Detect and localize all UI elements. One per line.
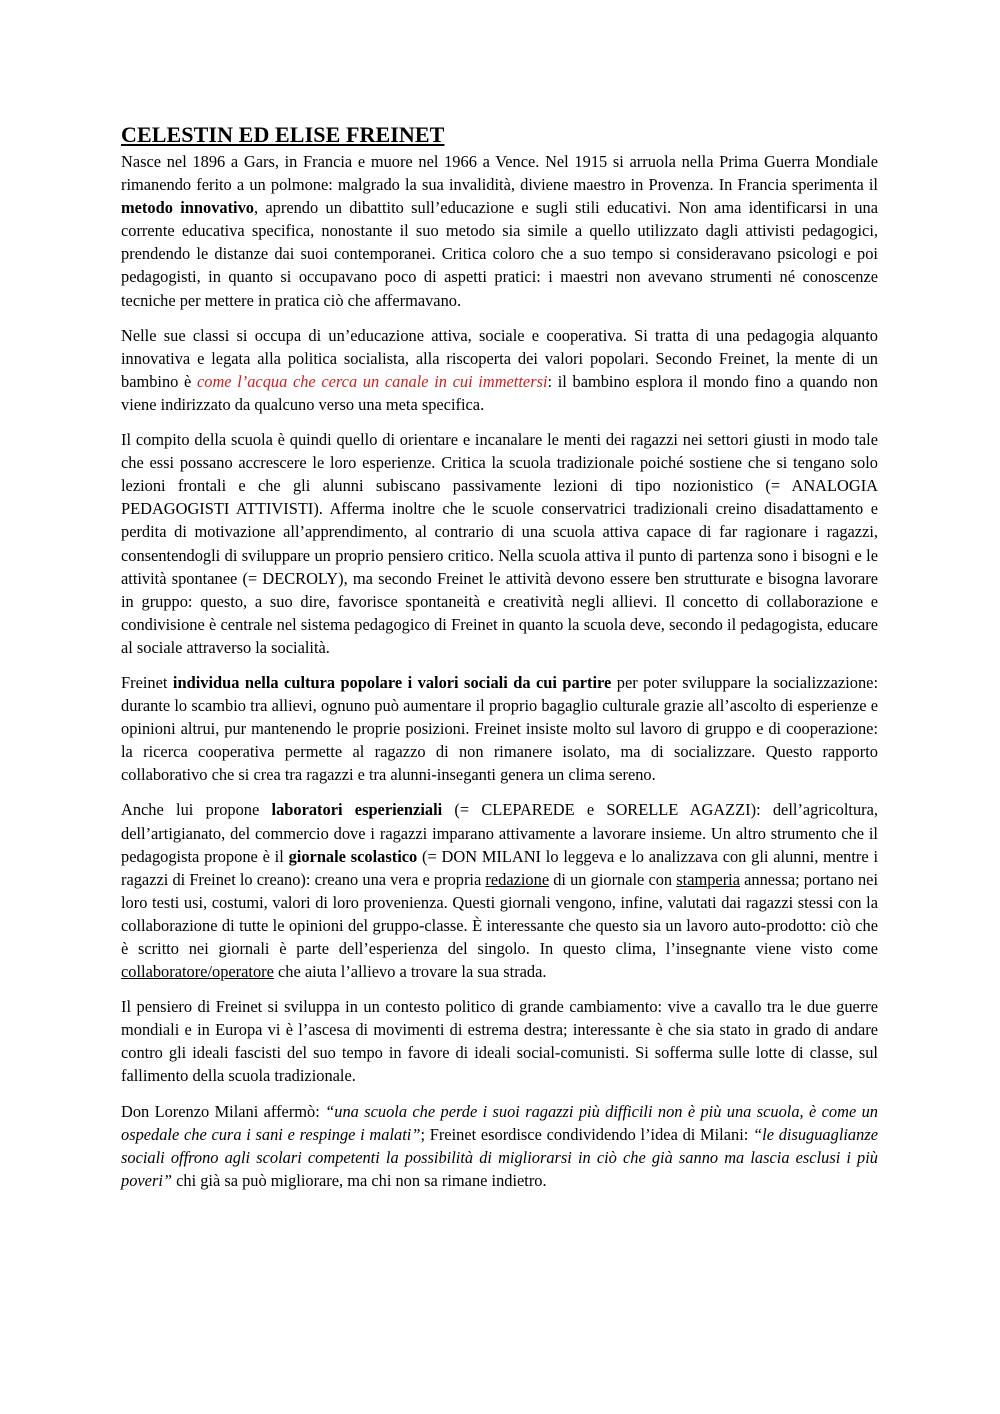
bold-text: giornale scolastico <box>288 846 418 866</box>
paragraph-milani-quote <box>121 1100 878 1192</box>
text-run: per poter sviluppare la socializzazione: durante lo scambio tra allievi, ognuno può aumentare il proprio bagaglio culturale grazie all’ascolto di esperienze e opinioni altrui, pur mantenendo le proprie posizioni. Freinet insiste molto sul lavoro di gruppo e di cooperazione: la ricerca cooperativa permette al ragazzo di non rimanere isolato, ma di socializzare. Questo rapporto collaborativo che si crea tra ragazzi e tra alunni-inseganti genera un clima sereno. <box>121 672 878 785</box>
paragraph-school-role: Il compito della scuola è quindi quello di orientare e incanalare le menti dei ragazzi nei settori giusti in modo tale che essi possano accrescere le loro esperienze. Critica la scuola tradizionale poiché sostiene che si tengano solo lezioni frontali e che gli alunni subiscano passivamente lezioni di tipo nozionistico (= ANALOGIA PEDAGOGISTI ATTIVISTI). Afferma inoltre che le scuole conservatrici tradizionali creino disadattamento e perdita di motivazione all’apprendimento, al contrario di una scuola attiva capace di far ragionare i ragazzi, consentendogli di sviluppare un proprio pensiero critico. Nella scuola attiva il punto di partenza sono i bisogni e le attività spontanee (= DECROLY), ma secondo Freinet le attività devono essere ben strutturate e bisogna lavorare in gruppo: questo, a suo dire, favorisce spontaneità e creatività negli allievi. Il concetto di collaborazione e condivisione è centrale nel sistema pedagogico di Freinet in quanto la scuola deve, secondo il pedagogista, educare al sociale attraverso la socialità. <box>121 430 878 657</box>
underlined-text: stamperia <box>676 869 740 889</box>
document-page <box>121 120 878 1204</box>
text-run: (= CLEPAREDE e SORELLE AGAZZI): dell’agricoltura, dell’artigianato, del commercio dove i ragazzi imparano attivamente a lavorare insieme. Un altro strumento che il pedagogista propone è il <box>121 800 878 866</box>
text-run: Don Lorenzo Milani affermò: <box>121 1101 326 1121</box>
italic-quote: “le disuguaglianze sociali offrono agli scolari competenti la possibilità di migliorarsi in ciò che già sanno ma lascia esclusi i più poveri” <box>121 1124 878 1190</box>
text-run: annessa; portano nei loro testi usi, costumi, valori di loro provenienza. Questi giornali vengono, infine, valutati dai ragazzi stessi con la collaborazione di tutte le opinioni del gruppo-classe. È interessante che questo sia un lavoro auto-prodotto: ciò che è scritto nei giornali è parte dell’esperienza del singolo. In questo clima, l’insegnante viene visto come <box>121 869 878 958</box>
text-run: Nelle sue classi si occupa di un’educazione attiva, sociale e cooperativa. Si tratta di una pedagogia alquanto innovativa e legata alla politica socialista, alla riscoperta dei valori popolari. Secondo Freinet, la mente di un bambino è <box>121 325 878 391</box>
text-run: , aprendo un dibattito sull’educazione e sugli stili educativi. Non ama identificarsi in una corrente educativa specifica, nonostante il suo metodo sia simile a quello utilizzato dagli attivisti pedagogici, prendendo le distanze dai suoi contemporanei. Critica coloro che a suo tempo si consideravano psicologi e poi pedagogisti, in quanto si occupavano poco di aspetti pratici: i maestri non avevano strumenti né conoscenze tecniche per mettere in pratica ciò che affermavano. <box>121 198 878 310</box>
text-run: ; Freinet esordisce condividendo l’idea di Milani: <box>420 1124 754 1144</box>
text-run: Freinet <box>121 672 173 692</box>
document-title: CELESTIN ED ELISE FREINET <box>121 122 445 147</box>
text-run: (= DON MILANI lo leggeva e lo analizzava con gli alunni, mentre i ragazzi di Freinet lo creano): creano una vera e propria <box>121 846 878 889</box>
bold-text: metodo innovativo <box>121 198 254 218</box>
text-run: : il bambino esplora il mondo fino a quando non viene indirizzato da qualcuno verso una meta specifica. <box>121 371 878 414</box>
paragraph-political-context: Il pensiero di Freinet si sviluppa in un contesto politico di grande cambiamento: vive a cavallo tra le due guerre mondiali e in Europa vi è l’ascesa di movimenti di estrema destra; interessante è che sia stato in grado di andare contro gli ideali fascisti del suo tempo in favore di ideali social-comunisti. Si sofferma sulle lotte di classe, sul fallimento della scuola tradizionale. <box>121 997 878 1086</box>
red-italic-quote: come l’acqua che cerca un canale in cui immettersi <box>196 371 548 391</box>
text-run: Anche lui propone <box>121 800 272 820</box>
paragraph-popular-culture <box>121 671 878 786</box>
paragraph-laboratories <box>121 798 878 983</box>
underlined-text: collaboratore/operatore <box>121 962 274 982</box>
paragraph-biography <box>121 150 878 312</box>
text-run: di un giornale con <box>549 869 677 889</box>
text-run: chi già sa può migliorare, ma chi non sa rimane indietro. <box>172 1170 547 1190</box>
text-run: Nasce nel 1896 a Gars, in Francia e muore nel 1966 a Vence. Nel 1915 si arruola nella Prima Guerra Mondiale rimanendo ferito a un polmone: malgrado la sua invalidità, diviene maestro in Provenza. In Francia sperimenta il <box>121 152 878 195</box>
bold-text: individua nella cultura popolare i valori sociali da cui partire <box>172 672 612 692</box>
paragraph-active-education <box>121 324 878 416</box>
underlined-text: redazione <box>485 869 550 889</box>
italic-quote: “una scuola che perde i suoi ragazzi più difficili non è più una scuola, è come un ospedale che cura i sani e respinge i malati” <box>121 1101 878 1144</box>
text-run: che aiuta l’allievo a trovare la sua strada. <box>273 962 547 982</box>
bold-text: laboratori esperienziali <box>271 800 443 820</box>
